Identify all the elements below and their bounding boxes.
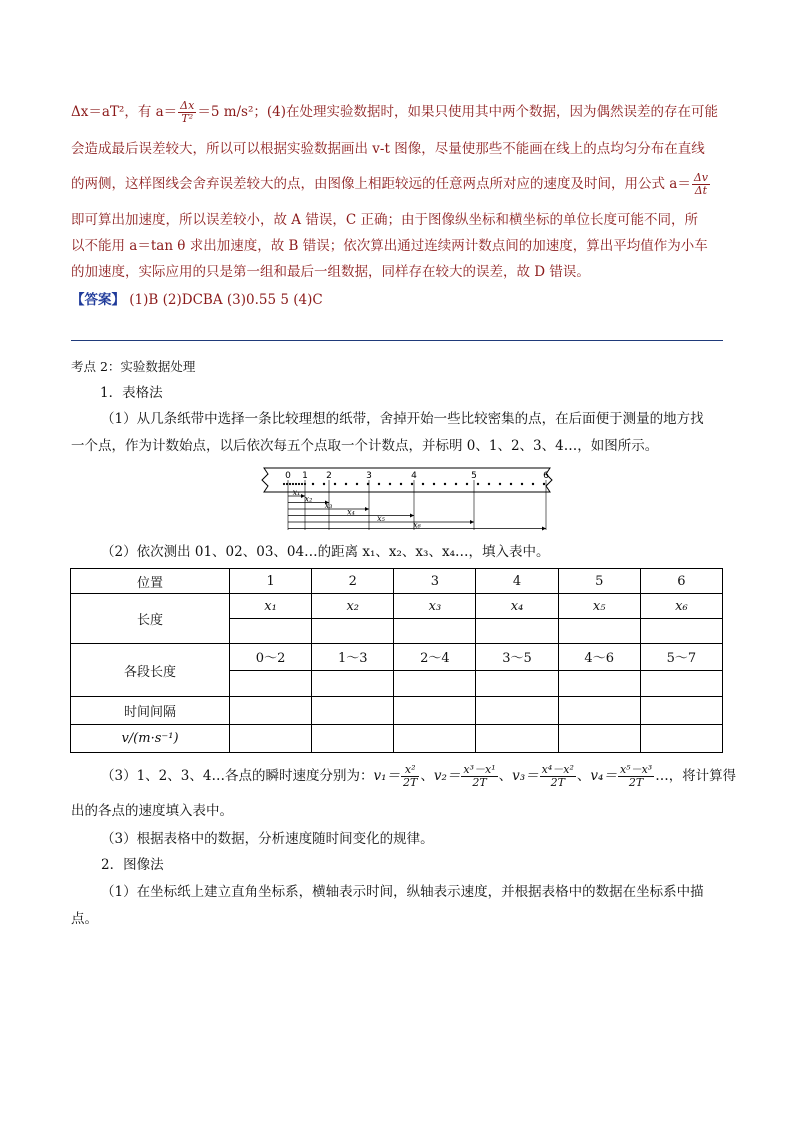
paragraph-5b: 点。 <box>71 911 98 927</box>
row-label-position: 位置 <box>71 569 230 594</box>
formula-num: x⁴－x² <box>541 763 574 776</box>
table-cell: 3 <box>394 569 476 594</box>
tape-labels <box>285 471 549 481</box>
paragraph-1b: 一个点，作为计数始点，以后依次每五个点取一个计数点，并标明 0、1、2、3、4…，如图所示。 <box>71 438 659 454</box>
tape-point-label: 2 <box>326 471 332 481</box>
tape-dot <box>488 483 490 485</box>
table-row-length <box>71 594 723 619</box>
formula-den: 2T <box>628 776 644 789</box>
table-cell-empty <box>476 725 558 753</box>
answer-line-5: 以不能用 a＝tan θ 求出加速度，故 B 错误；依次算出通过连续两计数点间的加速度，算出平均值作为小车 <box>71 238 708 254</box>
tape-dot <box>411 483 413 485</box>
table-cell-empty <box>640 697 722 725</box>
tape-dot <box>312 483 314 485</box>
table-cell-empty <box>312 619 394 644</box>
tape-dot <box>283 483 285 485</box>
paper-tape-figure <box>258 462 568 534</box>
table-cell-empty <box>640 670 722 697</box>
table-cell-empty <box>312 670 394 697</box>
answer-line-4: 即可算出加速度，所以误差较小，故 A 错误，C 正确；由于图像纵坐标和横坐标的单位长度可能不同，所 <box>71 212 698 228</box>
tape-point-label: 3 <box>366 471 372 481</box>
formula-fraction <box>401 764 419 789</box>
table-cell-empty <box>476 670 558 697</box>
table-cell-empty <box>558 697 640 725</box>
table-cell-empty <box>230 619 312 644</box>
tape-point-label: 6 <box>543 471 549 481</box>
tape-dot <box>510 483 512 485</box>
fraction-dv-dt <box>692 172 710 197</box>
tape-dot <box>433 483 435 485</box>
paragraph-1a: （1）从几条纸带中选择一条比较理想的纸带，舍掉开始一些比较密集的点，在后面便于测量的地方找 <box>101 411 704 427</box>
formula-fraction <box>540 764 576 789</box>
table-cell-empty <box>476 619 558 644</box>
table-cell: 2～4 <box>394 644 476 671</box>
paragraph-3b: 出的各点的速度填入表中。 <box>71 803 233 819</box>
table-cell: 1 <box>230 569 312 594</box>
arrow-head <box>410 514 414 518</box>
table-cell: 5 <box>558 569 640 594</box>
tape-dot <box>295 483 297 485</box>
tape-dot <box>389 483 391 485</box>
paragraph-3a <box>101 764 736 789</box>
arrow-head <box>365 507 369 511</box>
arrow-head <box>470 520 474 524</box>
answer-label: 【答案】 <box>71 292 125 308</box>
table-row-velocity <box>71 725 723 753</box>
formula-den: 2T <box>472 776 487 789</box>
tape-dot <box>455 483 457 485</box>
table-row-segments <box>71 644 723 671</box>
row-label-interval: 时间间隔 <box>71 697 230 725</box>
tape-dot <box>345 483 347 485</box>
frac-num: Δx <box>180 99 195 112</box>
tape-point-label: 5 <box>471 471 477 481</box>
formula-lhs: v₄＝ <box>590 768 617 784</box>
tape-dot <box>400 483 402 485</box>
tape-dot <box>466 483 468 485</box>
formula-num: x⁵－x³ <box>619 763 653 776</box>
table-cell-empty <box>394 697 476 725</box>
formula-separator: 、 <box>498 768 513 784</box>
answer-line-2: 会造成最后误差较大，所以可以根据实验数据画出 v-t 图像，尽量使那些不能画在线上的点均匀分布在直线 <box>71 141 705 157</box>
tape-distance-label: x₆ <box>413 520 421 530</box>
tape-dot <box>477 483 479 485</box>
table-cell-empty <box>394 670 476 697</box>
table-cell: 3～5 <box>476 644 558 671</box>
tape-dot <box>378 483 380 485</box>
tape-dot <box>289 483 291 485</box>
table-cell-empty <box>640 725 722 753</box>
formula-fraction <box>618 764 654 789</box>
tape-dot <box>334 483 336 485</box>
row-label-segments: 各段长度 <box>71 644 230 697</box>
answer-text-1a: Δx＝aT²，有 a＝ <box>71 104 178 120</box>
formula-lhs: v₂＝ <box>433 768 461 784</box>
tape-dot <box>499 483 501 485</box>
formula-separator: 、 <box>576 768 591 784</box>
table-cell: x₆ <box>640 594 722 619</box>
table-cell: 5～7 <box>640 644 722 671</box>
table-cell: 2 <box>312 569 394 594</box>
table-row-interval <box>71 697 723 725</box>
tape-point-label: 4 <box>411 471 417 481</box>
tape-dot <box>521 483 523 485</box>
frac-num: Δv <box>693 171 709 184</box>
table-cell: 1～3 <box>312 644 394 671</box>
tape-distance-label: x₅ <box>377 514 385 523</box>
answer-line-3 <box>71 172 711 197</box>
tape-dot <box>532 483 534 485</box>
formula-separator: 、 <box>420 768 434 784</box>
frac-den: Δt <box>694 184 708 197</box>
answer-text-3a: 的两侧，这样图线会舍弃误差较大的点，由图像上相距较远的任意两点所对应的速度及时间，用公式 a＝ <box>71 176 691 192</box>
tape-dot <box>292 483 294 485</box>
formula-num: x³－x¹ <box>463 763 496 776</box>
table-cell-empty <box>476 697 558 725</box>
table-cell: 6 <box>640 569 722 594</box>
table-cell: 0～2 <box>230 644 312 671</box>
tape-distance-label: x₃ <box>324 501 333 510</box>
tape-dot <box>323 483 325 485</box>
data-table <box>70 568 723 753</box>
paragraph-2: （2）依次测出 01、02、03、04…的距离 x₁、x₂、x₃、x₄…，填入表中。 <box>101 544 550 560</box>
tape-dot <box>422 483 424 485</box>
formula-lhs: v₁＝ <box>373 768 400 784</box>
heading-table-method: 1．表格法 <box>100 385 163 401</box>
arrow-head <box>542 527 546 531</box>
answer-line-1 <box>71 100 718 125</box>
table-cell-empty <box>558 619 640 644</box>
answer-line-6: 的加速度，实际应用的只是第一组和最后一组数据，同样存在较大的误差，故 D 错误。 <box>71 264 590 280</box>
table-cell-empty <box>230 725 312 753</box>
table-cell: x₅ <box>558 594 640 619</box>
paragraph-4: （3）根据表格中的数据，分析速度随时间变化的规律。 <box>101 831 434 847</box>
section-divider <box>71 340 723 341</box>
answer-summary <box>71 291 323 309</box>
formula-num: x² <box>401 764 419 777</box>
table-cell-empty <box>640 619 722 644</box>
heading-graph-method: 2．图像法 <box>101 857 164 873</box>
row-label-velocity: v/(m·s⁻¹) <box>71 725 230 753</box>
table-cell-empty <box>230 670 312 697</box>
velocity-formulas <box>373 763 655 789</box>
paragraph-3a-text: （3）1、2、3、4…各点的瞬时速度分别为： <box>101 768 374 784</box>
formula-den: 2T <box>403 776 418 789</box>
tape-dimensions <box>288 488 546 531</box>
tape-dot <box>444 483 446 485</box>
row-label-length: 长度 <box>71 594 230 644</box>
tape-distance-label: x₂ <box>304 494 313 504</box>
tape-distance-label: x₄ <box>347 507 355 517</box>
fraction-dx-t2 <box>178 100 196 125</box>
formula-fraction <box>461 764 497 789</box>
table-cell-empty <box>312 725 394 753</box>
tape-distance-label: x₁ <box>292 488 301 497</box>
table-cell-empty <box>230 697 312 725</box>
table-cell-empty <box>558 670 640 697</box>
table-cell: x₂ <box>312 594 394 619</box>
table-row-position <box>71 569 723 594</box>
answer-values: (1)B (2)DCBA (3)0.55 5 (4)C <box>125 292 323 308</box>
frac-den: T² <box>181 112 194 125</box>
table-cell: 4～6 <box>558 644 640 671</box>
table-cell-empty <box>558 725 640 753</box>
tape-point-label: 0 <box>285 471 291 481</box>
tape-dot <box>543 483 545 485</box>
table-cell-empty <box>394 619 476 644</box>
table-cell: x₃ <box>394 594 476 619</box>
table-cell: 4 <box>476 569 558 594</box>
section-title: 考点 2：实验数据处理 <box>71 359 196 374</box>
table-cell-empty <box>394 725 476 753</box>
table-cell: x₁ <box>230 594 312 619</box>
tape-dot <box>356 483 358 485</box>
formula-lhs: v₃＝ <box>512 768 539 784</box>
formula-den: 2T <box>550 776 565 789</box>
table-cell-empty <box>312 697 394 725</box>
paragraph-3a-tail: …，将计算得 <box>655 768 737 784</box>
answer-text-1b: ＝5 m/s²；(4)在处理实验数据时，如果只使用其中两个数据，因为偶然误差的存在可能 <box>197 104 719 120</box>
tape-dot <box>301 483 303 485</box>
table-cell: x₄ <box>476 594 558 619</box>
paragraph-5a: （1）在坐标纸上建立直角坐标系，横轴表示时间，纵轴表示速度，并根据表格中的数据在坐标系中描 <box>101 884 704 900</box>
tape-point-label: 1 <box>302 471 308 481</box>
tape-dot <box>298 483 300 485</box>
